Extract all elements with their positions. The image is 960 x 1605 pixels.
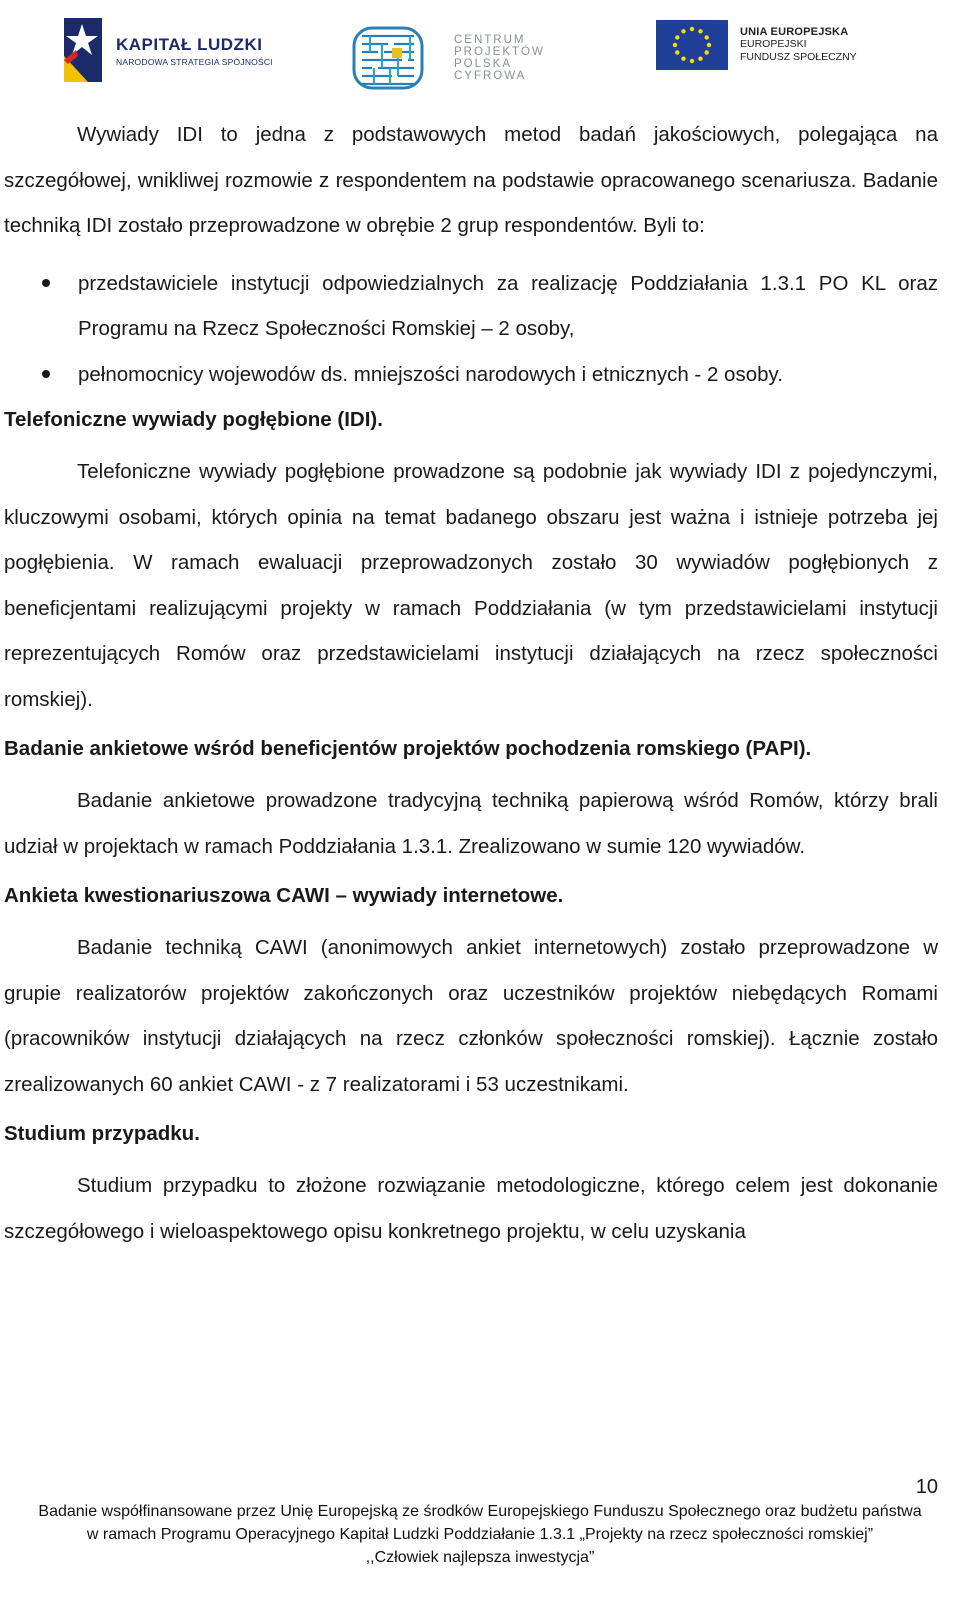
cppc-line-1: CENTRUM — [454, 34, 526, 46]
cppc-logo — [348, 22, 545, 94]
footer — [0, 1500, 960, 1569]
paragraph-papi: Badanie ankietowe prowadzone tradycyjną techniką papierową wśród Romów, którzy brali udział w projektach w ramach Poddziałania 1.3.1. Zrealizowano w sumie 120 wywiadów. — [4, 789, 938, 858]
heading-cawi: Ankieta kwestionariuszowa CAWI – wywiady internetowe. — [4, 884, 564, 907]
footer-line-3: ,,Człowiek najlepsza inwestycja” — [365, 1549, 595, 1566]
heading-telephone-idi: Telefoniczne wywiady pogłębione (IDI). — [4, 408, 383, 431]
eu-line-3: FUNDUSZ SPOŁECZNY — [740, 51, 857, 63]
page-number: 10 — [915, 1476, 938, 1498]
cppc-maze-icon — [348, 22, 428, 94]
kapital-ludzki-emblem-icon — [58, 16, 106, 86]
cppc-line-4: CYFROWA — [454, 70, 527, 82]
eu-flag-icon — [656, 20, 728, 70]
eu-line-1: UNIA EUROPEJSKA — [740, 26, 849, 38]
paragraph-telephone-idi: Telefoniczne wywiady pogłębione prowadzone są podobnie jak wywiady IDI z pojedynczymi, kluczowymi osobami, których opinia na temat badanego obszaru jest ważna i istnieje potrzeba jej pogłębienia. W ramach ewaluacji przeprowadzonych zostało 30 wywiadów pogłębionych z beneficjentami realizującymi projekty w ramach Poddziałania (w tym przedstawicielami instytucji reprezentujących Romów oraz przedstawicielami instytucji działających na rzecz społeczności romskiej). — [4, 460, 938, 711]
bullet-icon — [42, 279, 50, 287]
kapital-ludzki-name: KAPITAŁ LUDZKI — [116, 35, 263, 54]
list-item — [4, 352, 938, 398]
kapital-ludzki-subtitle: NARODOWA STRATEGIA SPÓJNOŚCI — [116, 57, 273, 67]
heading-papi: Badanie ankietowe wśród beneficjentów projektów pochodzenia romskiego (PAPI). — [4, 737, 812, 760]
cppc-line-2: PROJEKTÓW — [454, 46, 545, 58]
cppc-line-3: POLSKA — [454, 58, 513, 70]
eu-line-2: EUROPEJSKI — [740, 38, 807, 50]
paragraph-idi-intro: Wywiady IDI to jedna z podstawowych metod badań jakościowych, polegająca na szczegółowej, wnikliwej rozmowie z respondentem na podstawie opracowanego scenariusza. Badanie techniką IDI zostało przeprowadzone w obrębie 2 grup respondentów. Byli to: — [4, 123, 938, 237]
respondent-groups-list — [4, 261, 938, 398]
list-item-text: przedstawiciele instytucji odpowiedzialnych za realizację Poddziałania 1.3.1 PO KL oraz Programu na Rzecz Społeczności Romskiej – 2 osoby, — [78, 271, 938, 340]
kapital-ludzki-logo — [58, 16, 273, 86]
footer-line-2: w ramach Programu Operacyjnego Kapitał Ludzki Poddziałanie 1.3.1 „Projekty na rzecz społeczności romskiej” — [86, 1526, 874, 1543]
document-body — [4, 112, 938, 1254]
list-item — [4, 261, 938, 352]
header-logos — [0, 0, 960, 110]
footer-line-1: Badanie współfinansowane przez Unię Europejską ze środków Europejskiego Funduszu Społecznego oraz budżetu państwa — [38, 1503, 922, 1520]
eu-logo — [656, 20, 857, 70]
heading-case-study: Studium przypadku. — [4, 1122, 200, 1145]
list-item-text: pełnomocnicy wojewodów ds. mniejszości narodowych i etnicznych - 2 osoby. — [78, 362, 783, 386]
paragraph-cawi: Badanie techniką CAWI (anonimowych ankiet internetowych) zostało przeprowadzone w grupie realizatorów projektów zakończonych oraz uczestników projektów niebędących Romami (pracowników instytucji działających na rzecz członków społeczności romskiej). Łącznie zostało zrealizowanych 60 ankiet CAWI - z 7 realizatorami i 53 uczestnikami. — [4, 936, 938, 1096]
paragraph-case-study: Studium przypadku to złożone rozwiązanie metodologiczne, którego celem jest dokonanie szczegółowego i wieloaspektowego opisu konkretnego projektu, w celu uzyskania — [4, 1174, 938, 1243]
bullet-icon — [42, 370, 50, 378]
